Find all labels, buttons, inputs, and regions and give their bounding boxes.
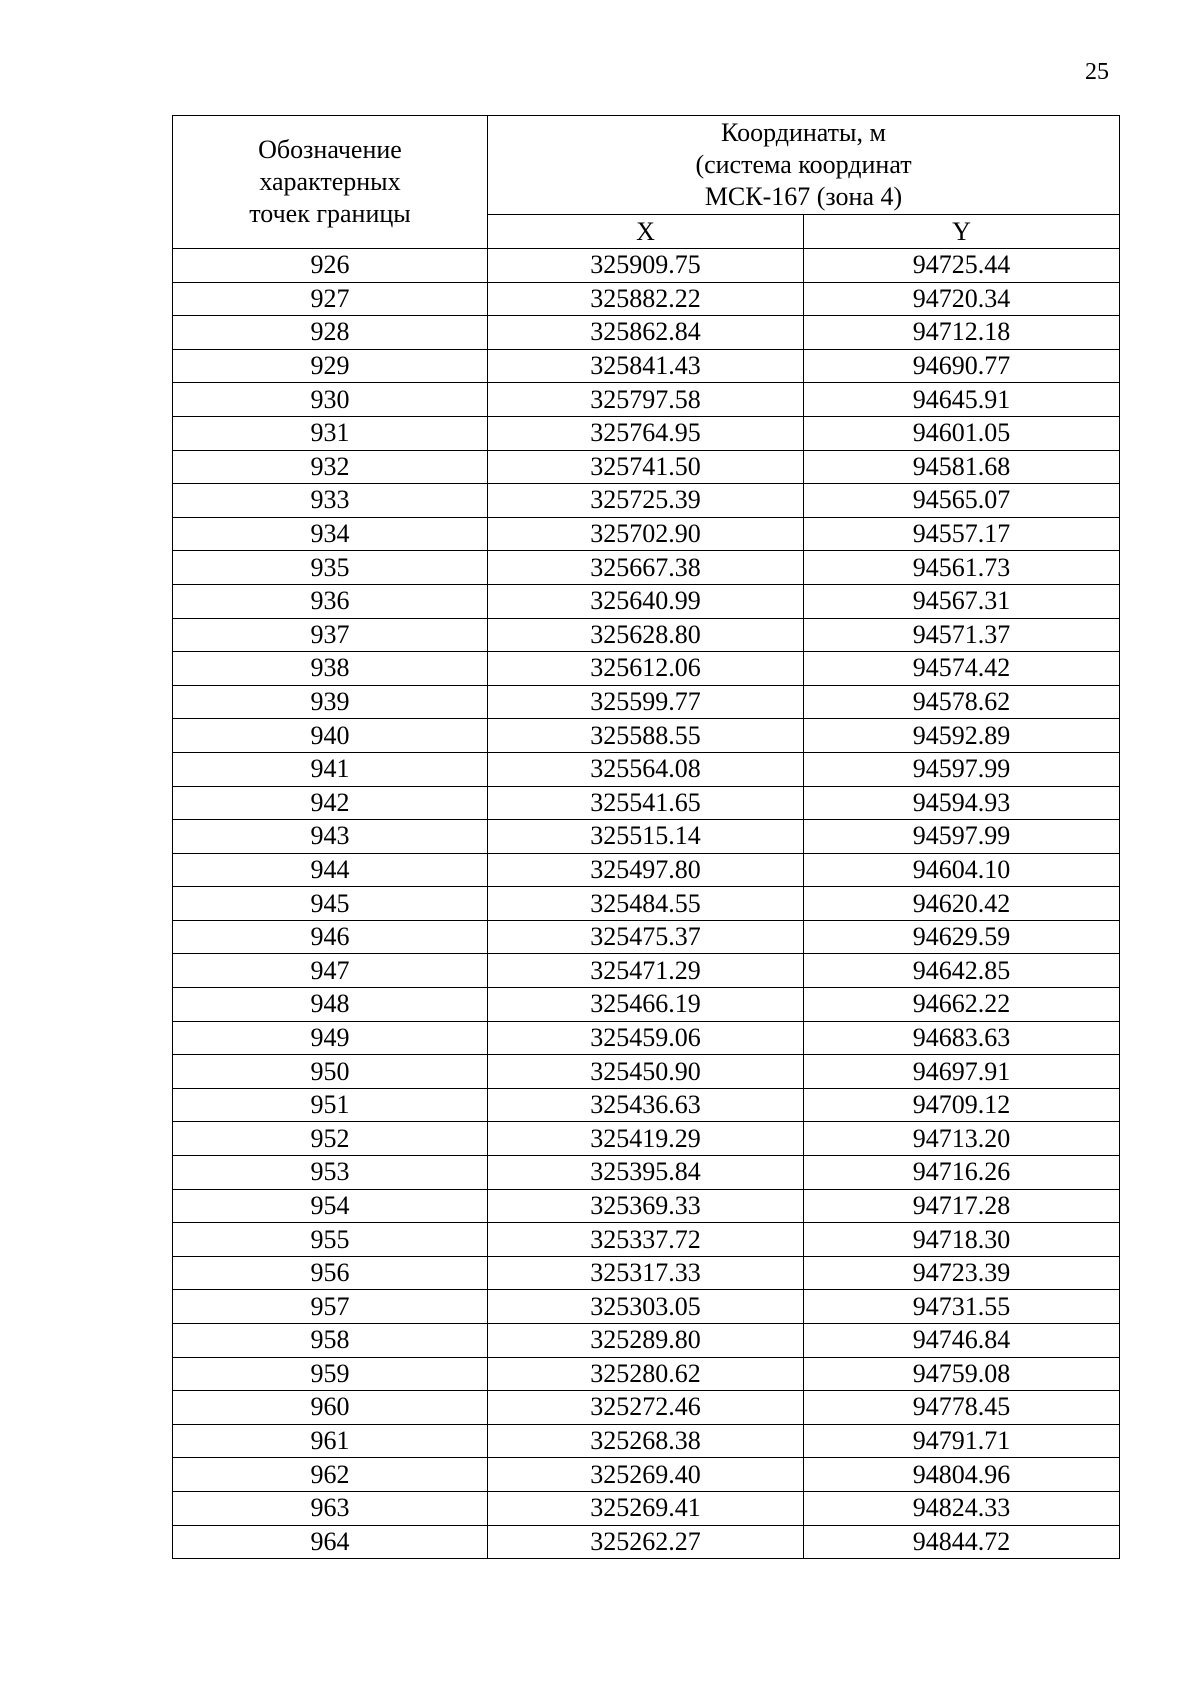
point-cell: 957 bbox=[173, 1290, 488, 1324]
y-cell: 94629.59 bbox=[804, 920, 1120, 954]
table-row bbox=[173, 1391, 1120, 1425]
point-cell: 949 bbox=[173, 1021, 488, 1055]
point-cell: 931 bbox=[173, 416, 488, 450]
table-row bbox=[173, 618, 1120, 652]
coords-header-line: (система координат bbox=[695, 150, 912, 179]
table-row bbox=[173, 1324, 1120, 1358]
y-cell: 94594.93 bbox=[804, 786, 1120, 820]
table-body bbox=[173, 249, 1120, 1559]
x-cell: 325337.72 bbox=[488, 1223, 804, 1257]
x-cell: 325764.95 bbox=[488, 416, 804, 450]
point-cell: 958 bbox=[173, 1324, 488, 1358]
point-cell: 948 bbox=[173, 988, 488, 1022]
y-cell: 94720.34 bbox=[804, 282, 1120, 316]
point-cell: 964 bbox=[173, 1525, 488, 1559]
x-cell: 325702.90 bbox=[488, 517, 804, 551]
coords-header-line: Координаты, м bbox=[721, 118, 886, 147]
y-cell: 94683.63 bbox=[804, 1021, 1120, 1055]
point-cell: 959 bbox=[173, 1357, 488, 1391]
table-row bbox=[173, 1122, 1120, 1156]
x-cell: 325269.41 bbox=[488, 1491, 804, 1525]
y-cell: 94601.05 bbox=[804, 416, 1120, 450]
table-row bbox=[173, 1223, 1120, 1257]
x-cell: 325262.27 bbox=[488, 1525, 804, 1559]
y-cell: 94578.62 bbox=[804, 685, 1120, 719]
y-cell: 94731.55 bbox=[804, 1290, 1120, 1324]
x-cell: 325269.40 bbox=[488, 1458, 804, 1492]
y-cell: 94574.42 bbox=[804, 652, 1120, 686]
y-cell: 94725.44 bbox=[804, 249, 1120, 283]
table-row bbox=[173, 316, 1120, 350]
y-cell: 94713.20 bbox=[804, 1122, 1120, 1156]
y-cell: 94791.71 bbox=[804, 1424, 1120, 1458]
x-cell: 325909.75 bbox=[488, 249, 804, 283]
point-header-line: Обозначение bbox=[258, 135, 402, 164]
y-cell: 94645.91 bbox=[804, 383, 1120, 417]
table-row bbox=[173, 820, 1120, 854]
point-cell: 926 bbox=[173, 249, 488, 283]
y-cell: 94717.28 bbox=[804, 1189, 1120, 1223]
point-cell: 945 bbox=[173, 887, 488, 921]
x-cell: 325303.05 bbox=[488, 1290, 804, 1324]
y-cell: 94571.37 bbox=[804, 618, 1120, 652]
x-cell: 325515.14 bbox=[488, 820, 804, 854]
point-cell: 955 bbox=[173, 1223, 488, 1257]
point-header-line: характерных bbox=[259, 167, 401, 196]
y-cell: 94597.99 bbox=[804, 752, 1120, 786]
y-cell: 94746.84 bbox=[804, 1324, 1120, 1358]
point-cell: 935 bbox=[173, 551, 488, 585]
y-cell: 94567.31 bbox=[804, 584, 1120, 618]
y-cell: 94709.12 bbox=[804, 1088, 1120, 1122]
y-cell: 94565.07 bbox=[804, 484, 1120, 518]
table-row bbox=[173, 1290, 1120, 1324]
table-row bbox=[173, 1156, 1120, 1190]
point-cell: 934 bbox=[173, 517, 488, 551]
table-row bbox=[173, 685, 1120, 719]
x-cell: 325588.55 bbox=[488, 719, 804, 753]
point-cell: 930 bbox=[173, 383, 488, 417]
x-cell: 325667.38 bbox=[488, 551, 804, 585]
table-row bbox=[173, 752, 1120, 786]
table-row bbox=[173, 954, 1120, 988]
x-cell: 325741.50 bbox=[488, 450, 804, 484]
x-cell: 325268.38 bbox=[488, 1424, 804, 1458]
point-cell: 952 bbox=[173, 1122, 488, 1156]
table-row bbox=[173, 1256, 1120, 1290]
x-cell: 325466.19 bbox=[488, 988, 804, 1022]
y-cell: 94759.08 bbox=[804, 1357, 1120, 1391]
point-cell: 937 bbox=[173, 618, 488, 652]
x-column-header: X bbox=[488, 215, 804, 249]
y-column-header: Y bbox=[804, 215, 1120, 249]
y-cell: 94690.77 bbox=[804, 349, 1120, 383]
table-header bbox=[173, 116, 1120, 249]
table-row bbox=[173, 1491, 1120, 1525]
point-cell: 929 bbox=[173, 349, 488, 383]
point-cell: 936 bbox=[173, 584, 488, 618]
table-row bbox=[173, 517, 1120, 551]
table-row bbox=[173, 786, 1120, 820]
x-cell: 325797.58 bbox=[488, 383, 804, 417]
table-row bbox=[173, 484, 1120, 518]
x-cell: 325450.90 bbox=[488, 1055, 804, 1089]
x-cell: 325280.62 bbox=[488, 1357, 804, 1391]
y-cell: 94824.33 bbox=[804, 1491, 1120, 1525]
y-cell: 94804.96 bbox=[804, 1458, 1120, 1492]
x-cell: 325725.39 bbox=[488, 484, 804, 518]
y-cell: 94604.10 bbox=[804, 853, 1120, 887]
table-row bbox=[173, 1424, 1120, 1458]
x-cell: 325436.63 bbox=[488, 1088, 804, 1122]
x-cell: 325395.84 bbox=[488, 1156, 804, 1190]
x-cell: 325862.84 bbox=[488, 316, 804, 350]
y-cell: 94597.99 bbox=[804, 820, 1120, 854]
table-row bbox=[173, 249, 1120, 283]
x-cell: 325475.37 bbox=[488, 920, 804, 954]
table-row bbox=[173, 551, 1120, 585]
table-row bbox=[173, 1525, 1120, 1559]
table-row bbox=[173, 652, 1120, 686]
table-row bbox=[173, 584, 1120, 618]
y-cell: 94723.39 bbox=[804, 1256, 1120, 1290]
table-row bbox=[173, 920, 1120, 954]
y-cell: 94697.91 bbox=[804, 1055, 1120, 1089]
point-cell: 943 bbox=[173, 820, 488, 854]
x-cell: 325484.55 bbox=[488, 887, 804, 921]
y-cell: 94592.89 bbox=[804, 719, 1120, 753]
table-row bbox=[173, 1458, 1120, 1492]
x-cell: 325497.80 bbox=[488, 853, 804, 887]
table-row bbox=[173, 282, 1120, 316]
x-cell: 325369.33 bbox=[488, 1189, 804, 1223]
table-row bbox=[173, 349, 1120, 383]
point-cell: 928 bbox=[173, 316, 488, 350]
y-cell: 94712.18 bbox=[804, 316, 1120, 350]
point-cell: 940 bbox=[173, 719, 488, 753]
coords-header-line: МСК-167 (зона 4) bbox=[704, 182, 903, 211]
x-cell: 325612.06 bbox=[488, 652, 804, 686]
point-cell: 951 bbox=[173, 1088, 488, 1122]
point-cell: 939 bbox=[173, 685, 488, 719]
table-row bbox=[173, 988, 1120, 1022]
point-cell: 941 bbox=[173, 752, 488, 786]
point-cell: 932 bbox=[173, 450, 488, 484]
point-cell: 946 bbox=[173, 920, 488, 954]
x-cell: 325841.43 bbox=[488, 349, 804, 383]
x-cell: 325564.08 bbox=[488, 752, 804, 786]
x-cell: 325471.29 bbox=[488, 954, 804, 988]
point-cell: 961 bbox=[173, 1424, 488, 1458]
y-cell: 94642.85 bbox=[804, 954, 1120, 988]
table-row bbox=[173, 383, 1120, 417]
x-cell: 325272.46 bbox=[488, 1391, 804, 1425]
y-cell: 94557.17 bbox=[804, 517, 1120, 551]
y-cell: 94581.68 bbox=[804, 450, 1120, 484]
table-row bbox=[173, 1021, 1120, 1055]
point-cell: 933 bbox=[173, 484, 488, 518]
x-cell: 325289.80 bbox=[488, 1324, 804, 1358]
y-cell: 94620.42 bbox=[804, 887, 1120, 921]
table-row bbox=[173, 1357, 1120, 1391]
table-row bbox=[173, 1189, 1120, 1223]
table-row bbox=[173, 719, 1120, 753]
point-cell: 954 bbox=[173, 1189, 488, 1223]
table-row bbox=[173, 1088, 1120, 1122]
coordinates-table bbox=[172, 115, 1120, 1559]
point-cell: 953 bbox=[173, 1156, 488, 1190]
table-row bbox=[173, 887, 1120, 921]
y-cell: 94778.45 bbox=[804, 1391, 1120, 1425]
x-cell: 325541.65 bbox=[488, 786, 804, 820]
point-cell: 956 bbox=[173, 1256, 488, 1290]
point-cell: 942 bbox=[173, 786, 488, 820]
point-cell: 960 bbox=[173, 1391, 488, 1425]
page-number: 25 bbox=[1085, 59, 1109, 85]
table-row bbox=[173, 853, 1120, 887]
coordinates-header bbox=[488, 116, 1120, 215]
x-cell: 325628.80 bbox=[488, 618, 804, 652]
y-cell: 94662.22 bbox=[804, 988, 1120, 1022]
point-cell: 962 bbox=[173, 1458, 488, 1492]
table-row bbox=[173, 416, 1120, 450]
point-cell: 950 bbox=[173, 1055, 488, 1089]
y-cell: 94561.73 bbox=[804, 551, 1120, 585]
x-cell: 325599.77 bbox=[488, 685, 804, 719]
point-cell: 938 bbox=[173, 652, 488, 686]
x-cell: 325459.06 bbox=[488, 1021, 804, 1055]
point-header-line: точек границы bbox=[249, 199, 411, 228]
point-cell: 963 bbox=[173, 1491, 488, 1525]
y-cell: 94718.30 bbox=[804, 1223, 1120, 1257]
point-cell: 944 bbox=[173, 853, 488, 887]
x-cell: 325640.99 bbox=[488, 584, 804, 618]
table-row bbox=[173, 450, 1120, 484]
y-cell: 94716.26 bbox=[804, 1156, 1120, 1190]
x-cell: 325882.22 bbox=[488, 282, 804, 316]
y-cell: 94844.72 bbox=[804, 1525, 1120, 1559]
x-cell: 325419.29 bbox=[488, 1122, 804, 1156]
table-row bbox=[173, 1055, 1120, 1089]
point-designation-header bbox=[173, 116, 488, 249]
point-cell: 947 bbox=[173, 954, 488, 988]
point-cell: 927 bbox=[173, 282, 488, 316]
x-cell: 325317.33 bbox=[488, 1256, 804, 1290]
